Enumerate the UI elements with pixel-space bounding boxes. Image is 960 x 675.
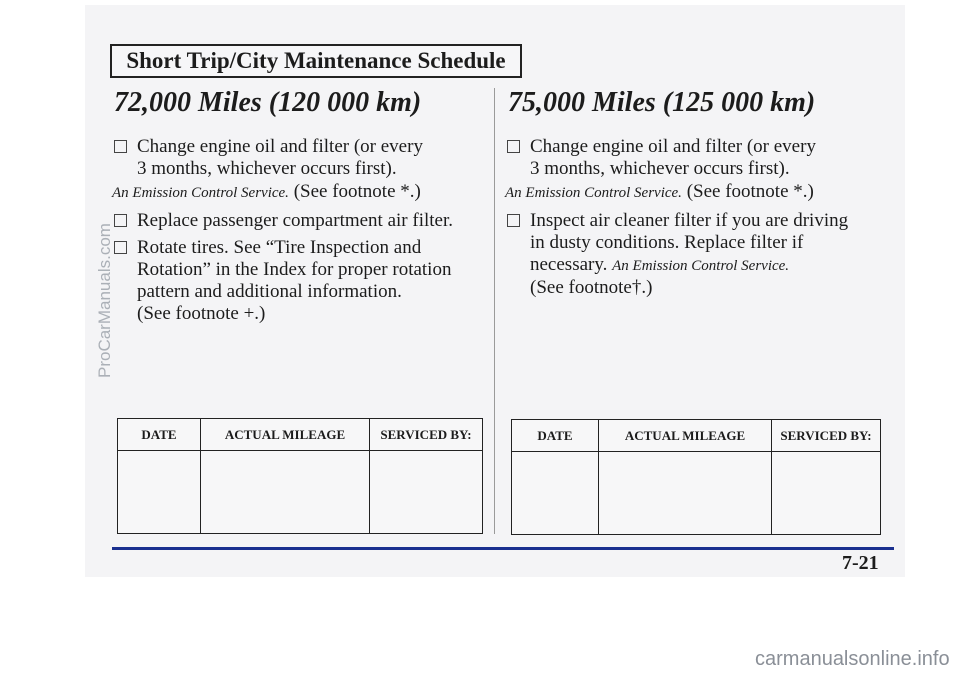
date-cell[interactable] xyxy=(118,451,201,534)
date-cell[interactable] xyxy=(512,452,599,535)
service-log-table-right xyxy=(511,419,881,535)
column-divider xyxy=(494,88,495,534)
left-checklist xyxy=(112,136,487,328)
checkbox-icon[interactable] xyxy=(114,214,127,227)
checkbox-icon[interactable] xyxy=(114,140,127,153)
item-text: Change engine oil and filter (or every xyxy=(137,136,423,157)
checklist-item xyxy=(112,136,487,204)
footnote-ref: (See footnote†.) xyxy=(530,277,653,298)
item-text: 3 months, whichever occurs first). xyxy=(530,158,790,179)
serviced-by-header: SERVICED BY: xyxy=(370,419,483,451)
date-header: DATE xyxy=(118,419,201,451)
footnote-ref: (See footnote *.) xyxy=(686,181,814,202)
checkbox-icon[interactable] xyxy=(507,214,520,227)
item-text: (See footnote +.) xyxy=(137,303,266,324)
serviced-by-header: SERVICED BY: xyxy=(772,420,881,452)
serviced-by-cell[interactable] xyxy=(772,452,881,535)
mileage-header: ACTUAL MILEAGE xyxy=(599,420,772,452)
checkbox-icon[interactable] xyxy=(114,241,127,254)
schedule-header xyxy=(110,44,522,78)
item-note xyxy=(505,181,880,204)
serviced-by-cell[interactable] xyxy=(370,451,483,534)
emission-note: An Emission Control Service. xyxy=(112,185,289,201)
item-text: Rotate tires. See “Tire Inspection and xyxy=(137,237,422,258)
checkbox-icon[interactable] xyxy=(507,140,520,153)
mileage-header: ACTUAL MILEAGE xyxy=(201,419,370,451)
item-text: pattern and additional information. xyxy=(137,281,402,302)
item-text: in dusty conditions. Replace filter if xyxy=(530,232,804,253)
mileage-cell[interactable] xyxy=(599,452,772,535)
service-log-table-left xyxy=(117,418,483,534)
item-text: Change engine oil and filter (or every xyxy=(530,136,816,157)
checklist-item xyxy=(112,210,487,232)
item-text: 3 months, whichever occurs first). xyxy=(137,158,397,179)
footer-rule xyxy=(112,547,824,550)
site-watermark: carmanualsonline.info xyxy=(755,648,950,670)
item-text: Replace passenger compartment air filter. xyxy=(137,210,454,231)
checklist-item xyxy=(112,237,487,325)
footnote-ref: (See footnote *.) xyxy=(293,181,421,202)
watermark-text: ProCarManuals.com xyxy=(95,223,114,378)
right-section-title: 75,000 Miles (125 000 km) xyxy=(508,87,816,118)
item-text: Rotation” in the Index for proper rotation xyxy=(137,259,452,280)
page-number: 7-21 xyxy=(842,552,879,574)
footer-rule-end xyxy=(824,547,894,550)
checklist-item xyxy=(505,210,880,299)
left-section-title: 72,000 Miles (120 000 km) xyxy=(114,87,422,118)
item-text-row xyxy=(530,254,880,277)
date-header: DATE xyxy=(512,420,599,452)
emission-note: An Emission Control Service. xyxy=(505,185,682,201)
schedule-title: Short Trip/City Maintenance Schedule xyxy=(126,48,506,73)
item-text: Inspect air cleaner filter if you are driving xyxy=(530,210,849,231)
checklist-item xyxy=(505,136,880,204)
item-text: necessary. xyxy=(530,254,608,275)
item-note xyxy=(112,181,487,204)
mileage-cell[interactable] xyxy=(201,451,370,534)
emission-note: An Emission Control Service. xyxy=(612,258,790,274)
right-checklist xyxy=(505,136,880,302)
